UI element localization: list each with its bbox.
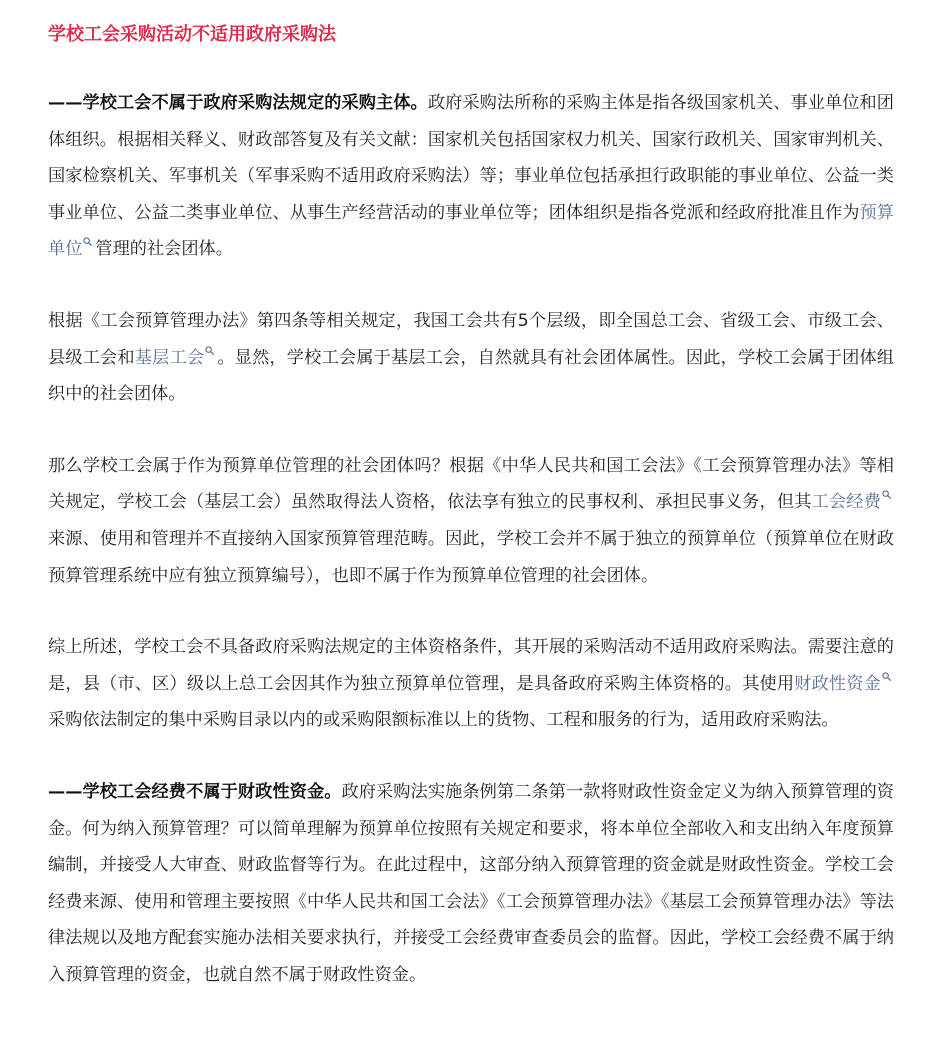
article-title: 学校工会采购活动不适用政府采购法 [48, 24, 336, 45]
paragraph-4-text-a: 综上所述，学校工会不具备政府采购法规定的主体资格条件，其开展的采购活动不适用政府采购法。需要注意的是，县（市、区）级以上总工会因其作为独立预算单位管理，是具备政府采购主体资格的。其使用 [48, 637, 894, 694]
paragraph-3-text-b: 来源、使用和管理并不直接纳入国家预算管理范畴。因此，学校工会并不属于独立的预算单位（预算单位在财政预算管理系统中应有独立预算编号），也即不属于作为预算单位管理的社会团体。 [48, 528, 894, 586]
paragraph-5-text: 政府采购法实施条例第二条第一款将财政性资金定义为纳入预算管理的资金。何为纳入预算管理？可以简单理解为预算单位按照有关规定和要求，将本单位全部收入和支出纳入年度预算编制，并接受人大审查、财政监督等行为。在此过程中，这部分纳入预算管理的资金就是财政性资金。学校工会经费来源、使用和管理主要按照《中华人民共和国工会法》《工会预算管理办法》《基层工会预算管理办法》等法律法规以及地方配套实施办法相关要求执行，并接受工会经费审查委员会的监督。因此，学校工会经费不属于纳入预算管理的资金，也就自然不属于财政性资金。 [48, 781, 894, 985]
paragraph-1 [48, 85, 894, 268]
paragraph-4-text-b: 采购依法制定的集中采购目录以内的或采购限额标准以上的货物、工程和服务的行为，适用政府采购法。 [48, 710, 839, 731]
paragraph-1-text-b: 管理的社会团体。 [95, 239, 233, 260]
link-budget-unit[interactable]: 预算单位 [48, 202, 894, 260]
paragraph-2-text-a: 根据《工会预算管理办法》第四条等相关规定，我国工会共有5个层级，即全国总工会、省级工会、市级工会、县级工会和 [48, 310, 894, 368]
paragraph-2-text-b: 。显然，学校工会属于基层工会，自然就具有社会团体属性。因此，学校工会属于团体组织中的社会团体。 [48, 347, 894, 405]
paragraph-4 [48, 629, 894, 739]
paragraph-1-heading: ——学校工会不属于政府采购法规定的采购主体。 [48, 93, 428, 113]
link-grassroots-union[interactable]: 基层工会 [134, 347, 205, 368]
link-fiscal-funds[interactable]: 财政性资金 [794, 673, 881, 694]
search-icon[interactable] [882, 490, 891, 499]
search-icon[interactable] [882, 672, 891, 681]
paragraph-5 [48, 774, 894, 994]
search-icon[interactable] [83, 237, 92, 246]
paragraph-1-text-a: 政府采购法所称的采购主体是指各级国家机关、事业单位和团体组织。根据相关释义、财政部答复及有关文献：国家机关包括国家权力机关、国家行政机关、国家审判机关、国家检察机关、军事机关（军事采购不适用政府采购法）等；事业单位包括承担行政职能的事业单位、公益一类事业单位、公益二类事业单位、从事生产经营活动的事业单位等；团体组织是指各党派和经政府批准且作为 [48, 93, 894, 223]
paragraph-3 [48, 448, 894, 594]
paragraph-3-text-a: 那么学校工会属于作为预算单位管理的社会团体吗？根据《中华人民共和国工会法》《工会预算管理办法》等相关规定，学校工会（基层工会）虽然取得法人资格，依法享有独立的民事权利、承担民事义务，但其 [48, 455, 894, 513]
link-union-funds[interactable]: 工会经费 [811, 492, 881, 513]
paragraph-2 [48, 303, 894, 413]
search-icon[interactable] [205, 346, 214, 355]
paragraph-5-heading: ——学校工会经费不属于财政性资金。 [48, 781, 342, 802]
